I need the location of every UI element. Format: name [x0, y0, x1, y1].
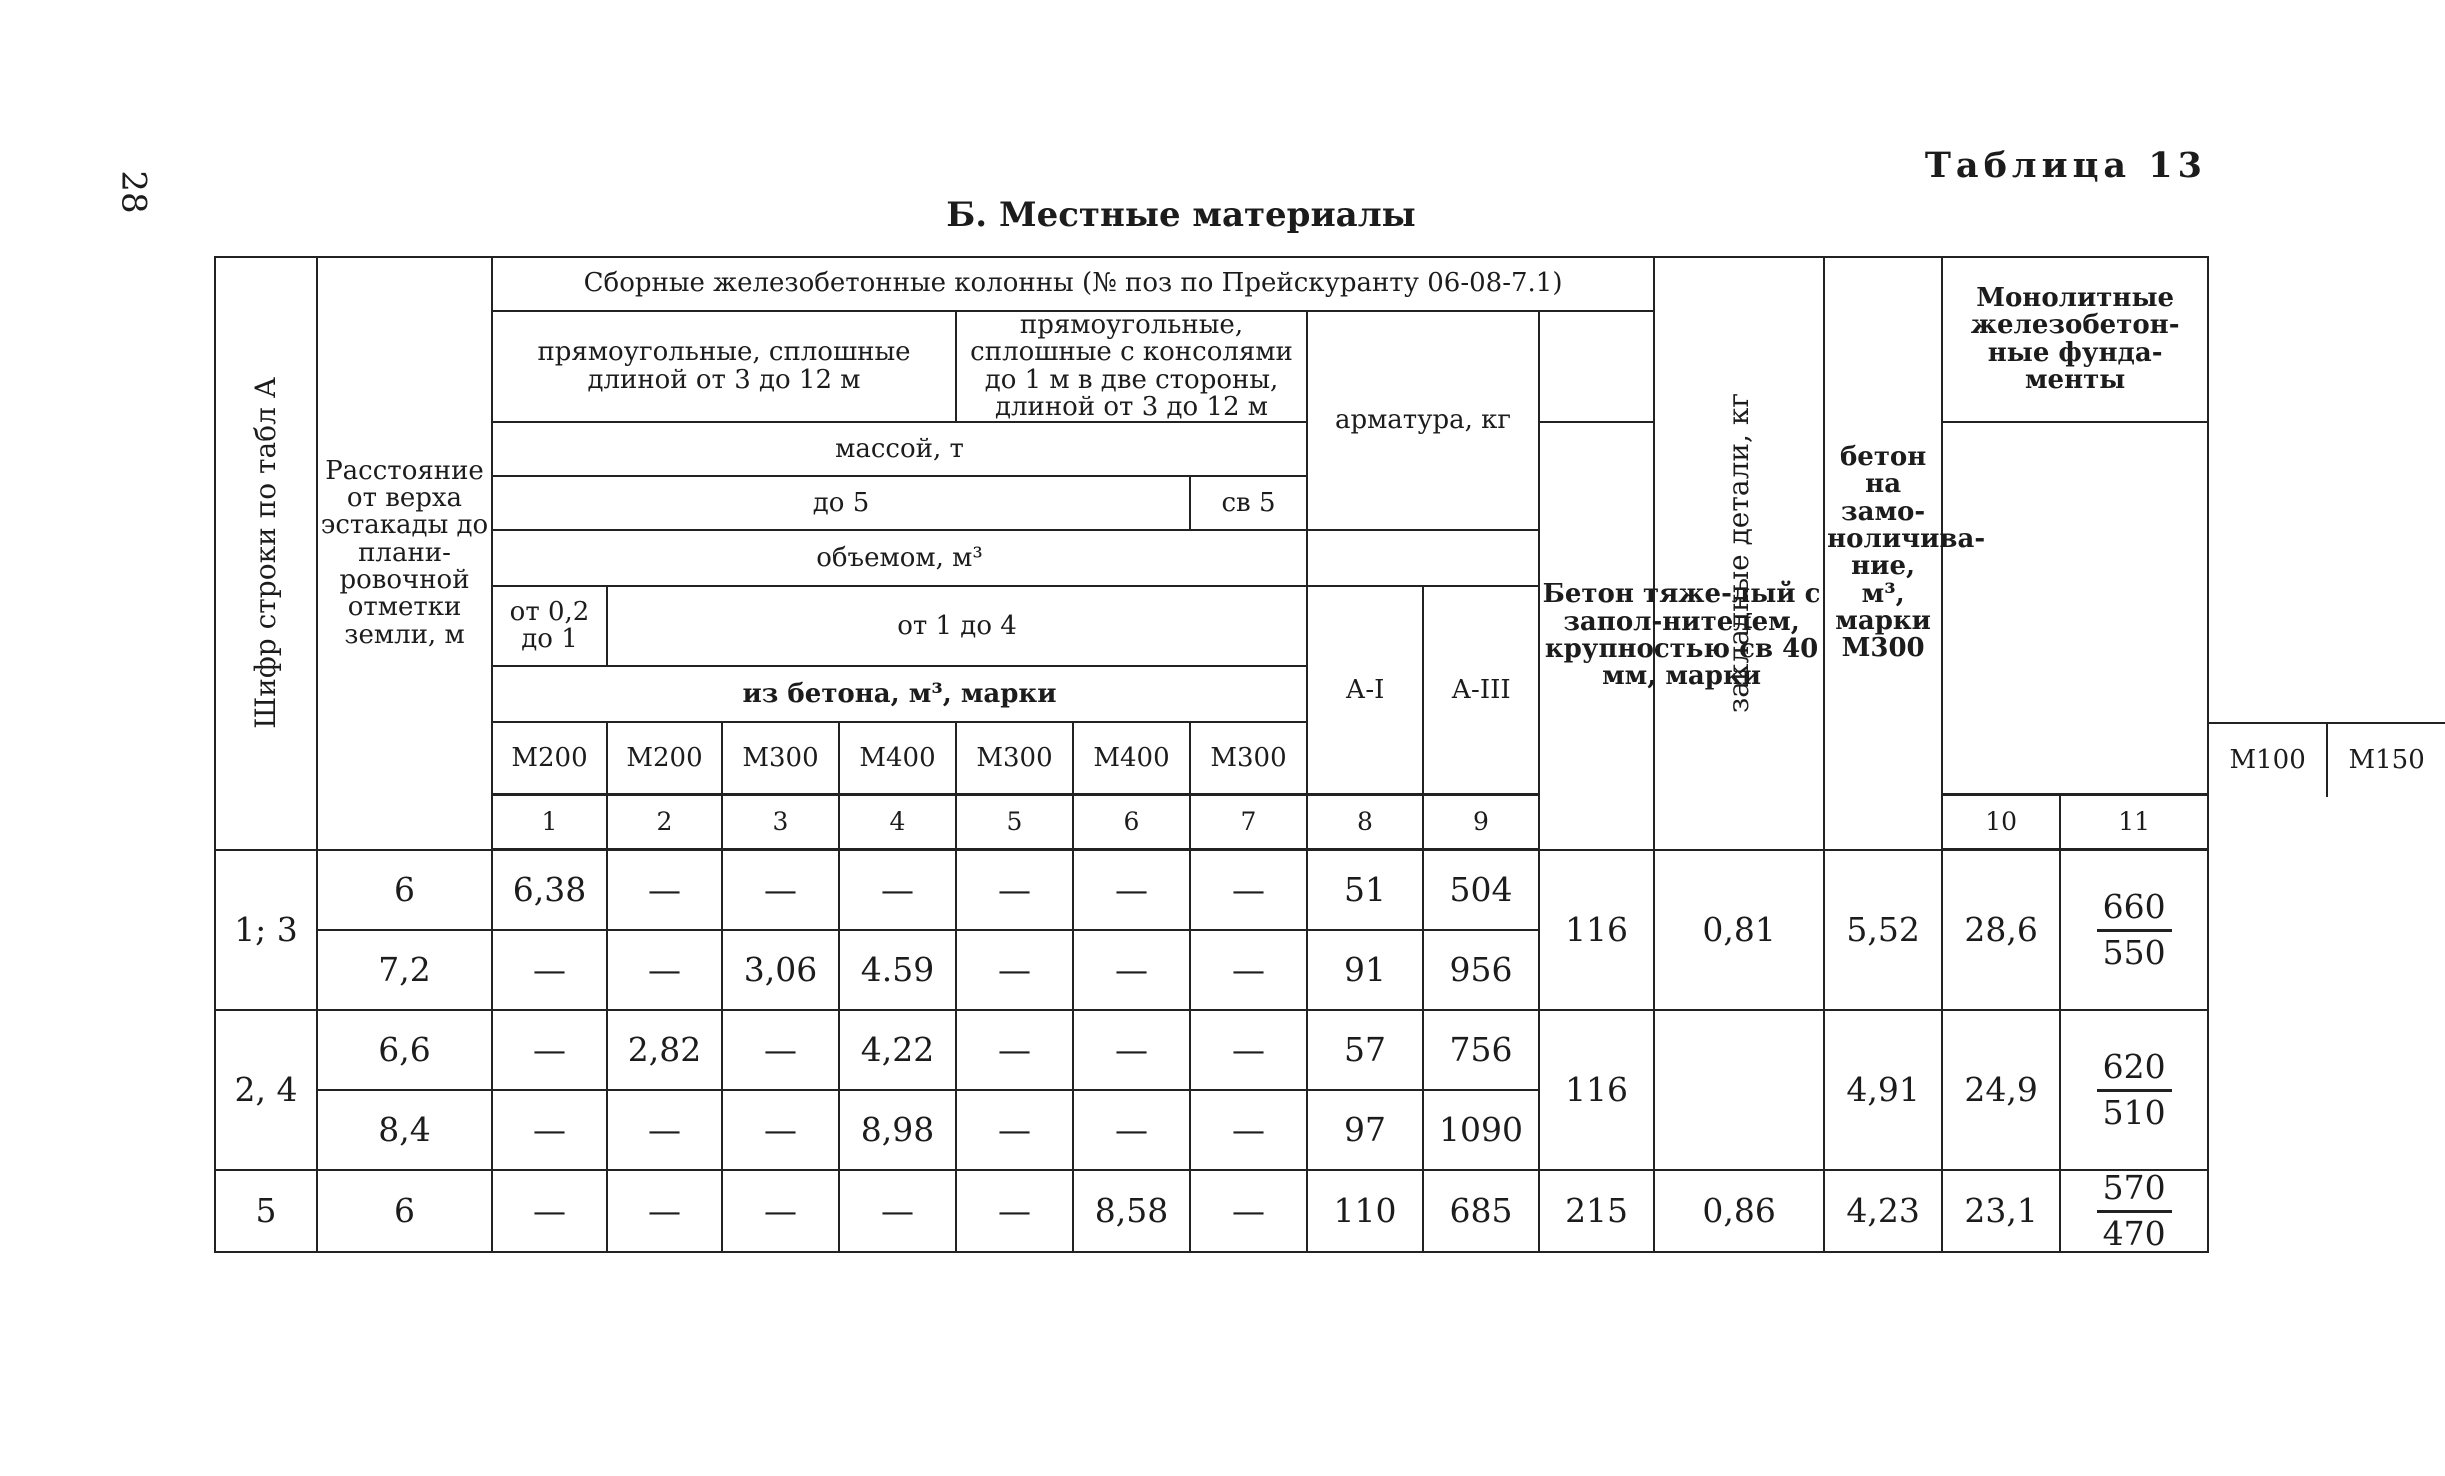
col-num: 10 [1942, 795, 2060, 850]
soil-top: 620 [2097, 1050, 2172, 1092]
col-num: 4 [839, 795, 956, 850]
header-mass: массой, т [492, 422, 1307, 476]
cell-c3: — [492, 930, 607, 1010]
table-row [215, 1010, 2208, 1090]
grade-c7: М300 [956, 722, 1073, 795]
header-columns-group: Сборные железобетонные колонны (№ поз по Прейскуранту 06-08-7.1) [492, 257, 1654, 311]
cell-beton [1654, 1010, 1824, 1170]
cell-c9: — [1190, 1010, 1307, 1090]
soil-fraction [2097, 1047, 2172, 1132]
cell-c5: — [722, 1170, 839, 1252]
cell-a1: 110 [1307, 1170, 1423, 1252]
cell-c9: — [1190, 930, 1307, 1010]
cell-distance: 8,4 [317, 1090, 492, 1170]
cell-c9: — [1190, 1090, 1307, 1170]
grade-c3: М200 [492, 722, 607, 795]
cell-soil-mass [2060, 850, 2208, 1011]
row-code: 1; 3 [215, 850, 317, 1011]
header-a3: А-III [1423, 586, 1539, 795]
header-armatura: арматура, кг [1307, 311, 1539, 530]
cell-c7: — [956, 850, 1073, 931]
cell-c6: — [839, 1170, 956, 1252]
col-num: 11 [2060, 795, 2208, 850]
cell-c7: — [956, 1010, 1073, 1090]
cell-c8: — [1073, 1010, 1190, 1090]
grade-c8: М400 [1073, 722, 1190, 795]
header-mass-upto5: до 5 [492, 476, 1190, 530]
cell-embedded: 215 [1539, 1170, 1654, 1252]
cell-a1: 97 [1307, 1090, 1423, 1170]
cell-c4: — [607, 930, 722, 1010]
col-num: 2 [607, 795, 722, 850]
cell-c8: — [1073, 850, 1190, 931]
col-num: 1 [492, 795, 607, 850]
header-concrete-grades: из бетона, м³, марки [492, 666, 1307, 722]
cell-a1: 91 [1307, 930, 1423, 1010]
header-rect-solid: прямоугольные, сплошные длиной от 3 до 12 м [492, 311, 956, 422]
cell-c7: — [956, 930, 1073, 1010]
page-number: 28 [113, 170, 154, 214]
cell-c5: 3,06 [722, 930, 839, 1010]
cell-soil-mass [2060, 1010, 2208, 1170]
cell-m150: 24,9 [1942, 1010, 2060, 1170]
cell-m150: 23,1 [1942, 1170, 2060, 1252]
cell-c6: 8,98 [839, 1090, 956, 1170]
cell-a3: 685 [1423, 1170, 1539, 1252]
cell-soil-mass [2060, 1170, 2208, 1252]
col-num: 6 [1073, 795, 1190, 850]
soil-bottom: 470 [2102, 1213, 2166, 1253]
cell-c4: 2,82 [607, 1010, 722, 1090]
cell-distance: 6 [317, 850, 492, 931]
col-num: 7 [1190, 795, 1307, 850]
table-row [215, 850, 2208, 931]
header-vol-1-4: от 1 до 4 [607, 586, 1307, 666]
cell-beton: 0,86 [1654, 1170, 1824, 1252]
table-row [215, 1170, 2208, 1252]
soil-top: 660 [2097, 890, 2172, 932]
grade-m150: М150 [2348, 745, 2425, 776]
table-title: Б. Местные материалы [946, 195, 1416, 235]
col-num: 9 [1423, 795, 1539, 850]
cell-c6: 4.59 [839, 930, 956, 1010]
cell-m150: 28,6 [1942, 850, 2060, 1011]
cell-beton: 0,81 [1654, 850, 1824, 1011]
table-label: Таблица 13 [1924, 145, 2207, 186]
materials-table [214, 256, 2209, 1253]
cell-c4: — [607, 850, 722, 931]
cell-c7: — [956, 1090, 1073, 1170]
grade-c6: М400 [839, 722, 956, 795]
cell-c4: — [607, 1090, 722, 1170]
header-vol-02-1: от 0,2 до 1 [492, 586, 607, 666]
cell-c3: — [492, 1090, 607, 1170]
header-embedded: закладные детали, кг [1654, 257, 1824, 850]
header-heavy-concrete: Бетон тяже-лый с запол-нителем, крупностью св 40 мм, марки [1539, 422, 1824, 850]
soil-fraction [2097, 887, 2172, 972]
header-distance: Расстояние от верха эстакады до плани-ровочной отметки земли, м [317, 257, 492, 850]
cell-c3: — [492, 1170, 607, 1252]
cell-m100: 4,91 [1824, 1010, 1942, 1170]
grade-c4: М200 [607, 722, 722, 795]
cell-c6: — [839, 850, 956, 931]
monolith-grades [2209, 722, 2445, 797]
cell-c4: — [607, 1170, 722, 1252]
grade-c5: М300 [722, 722, 839, 795]
cell-c8: — [1073, 1090, 1190, 1170]
cell-c7: — [956, 1170, 1073, 1252]
header-monolith: Монолитные железобетон-ные фунда-менты [1942, 257, 2208, 422]
cell-c3: 6,38 [492, 850, 607, 931]
header-rect-console: прямоугольные, сплошные с консолями до 1 м в две стороны, длиной от 3 до 12 м [956, 311, 1307, 422]
cell-distance: 6,6 [317, 1010, 492, 1090]
header-volume: объемом, м³ [492, 530, 1307, 586]
cell-embedded: 116 [1539, 850, 1654, 1011]
header-row-code: Шифр строки по табл А [215, 257, 317, 850]
cell-c9: — [1190, 850, 1307, 931]
cell-a3: 756 [1423, 1010, 1539, 1090]
cell-c8: 8,58 [1073, 1170, 1190, 1252]
cell-m100: 4,23 [1824, 1170, 1942, 1252]
cell-embedded: 116 [1539, 1010, 1654, 1170]
cell-c9: — [1190, 1170, 1307, 1252]
cell-c5: — [722, 1010, 839, 1090]
header-mass-over5: св 5 [1190, 476, 1307, 530]
cell-distance: 6 [317, 1170, 492, 1252]
cell-a1: 51 [1307, 850, 1423, 931]
col-num: 5 [956, 795, 1073, 850]
cell-a1: 57 [1307, 1010, 1423, 1090]
soil-bottom: 550 [2102, 932, 2166, 972]
soil-bottom: 510 [2102, 1092, 2166, 1132]
cell-a3: 504 [1423, 850, 1539, 931]
soil-fraction [2097, 1168, 2172, 1253]
soil-top: 570 [2097, 1171, 2172, 1213]
cell-a3: 956 [1423, 930, 1539, 1010]
col-num: 3 [722, 795, 839, 850]
cell-distance: 7,2 [317, 930, 492, 1010]
col-num: 8 [1307, 795, 1423, 850]
cell-c5: — [722, 850, 839, 931]
grade-m100: М100 [2209, 724, 2328, 797]
cell-a3: 1090 [1423, 1090, 1539, 1170]
row-code: 5 [215, 1170, 317, 1252]
grade-c9: М300 [1190, 722, 1307, 795]
cell-m100: 5,52 [1824, 850, 1942, 1011]
cell-c6: 4,22 [839, 1010, 956, 1090]
header-a1: А-I [1307, 586, 1423, 795]
row-code: 2, 4 [215, 1010, 317, 1170]
cell-c3: — [492, 1010, 607, 1090]
header-beton: бетон на замо-ноличива-ние, м³, марки М300 [1824, 257, 1942, 850]
cell-c8: — [1073, 930, 1190, 1010]
cell-c5: — [722, 1090, 839, 1170]
